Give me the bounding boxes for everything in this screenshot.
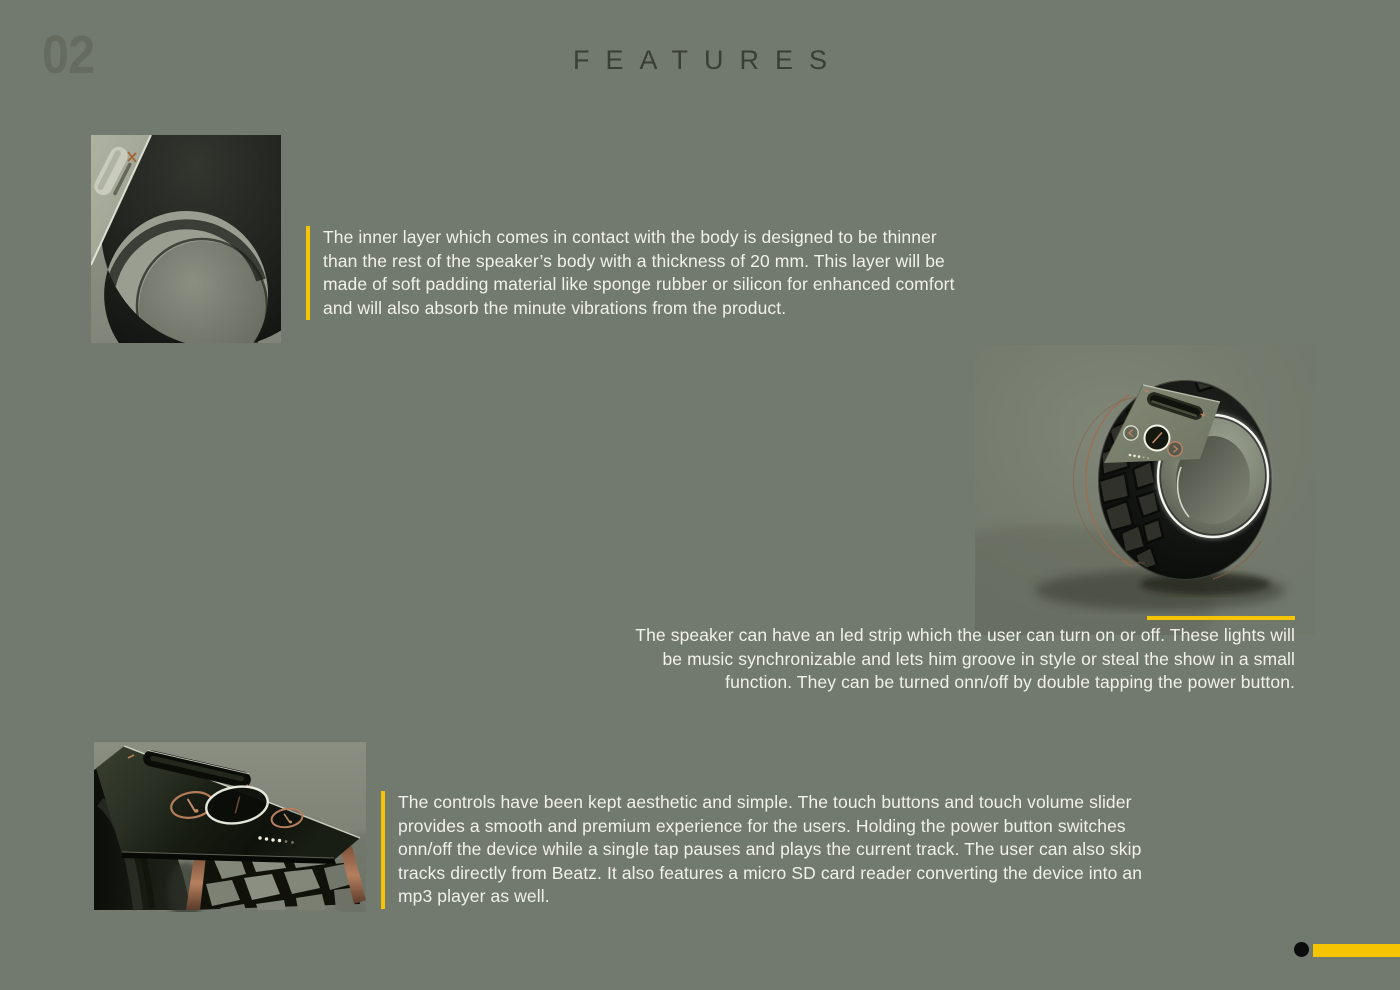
feature-block-controls [381, 791, 1150, 909]
inner-layer-illustration [91, 135, 281, 343]
next-button [1168, 442, 1182, 456]
page-progress-bar [1313, 944, 1400, 957]
prev-button [1124, 426, 1138, 440]
product-photo-controls [94, 742, 366, 912]
feature-block-inner-layer [306, 226, 959, 320]
led-ring-illustration [975, 345, 1315, 635]
feature-text: The controls have been kept aesthetic and simple. The touch buttons and touch volume slider provides a smooth and premium experience for the users. Holding the power button switches onn/off the device while a single tap pauses and plays the current track. The user can also skip tracks directly from Beatz. It also features a micro SD card reader converting the device into an mp3 player as well. [398, 792, 1143, 906]
accent-rule [1147, 616, 1295, 620]
page-number: 02 [42, 25, 95, 85]
page-title: FEATURES [572, 45, 843, 75]
feature-text: The speaker can have an led strip which the user can turn on or off. These lights will be music synchronizable and lets him groove in style or steal the show in a small function. They can be turned onn/off by double tapping the power button. [635, 625, 1295, 692]
controls-illustration [94, 742, 366, 912]
product-photo-led-ring [975, 345, 1315, 635]
feature-text: The inner layer which comes in contact with the body is designed to be thinner than the rest of the speaker’s body with a thickness of 20 mm. This layer will be made of soft padding material like sponge rubber or silicon for enhanced comfort and will also absorb the minute vibrations from the product. [323, 227, 955, 318]
page-progress-dot [1294, 942, 1309, 957]
feature-block-led-strip [635, 624, 1295, 695]
product-photo-inner-layer [91, 135, 281, 343]
